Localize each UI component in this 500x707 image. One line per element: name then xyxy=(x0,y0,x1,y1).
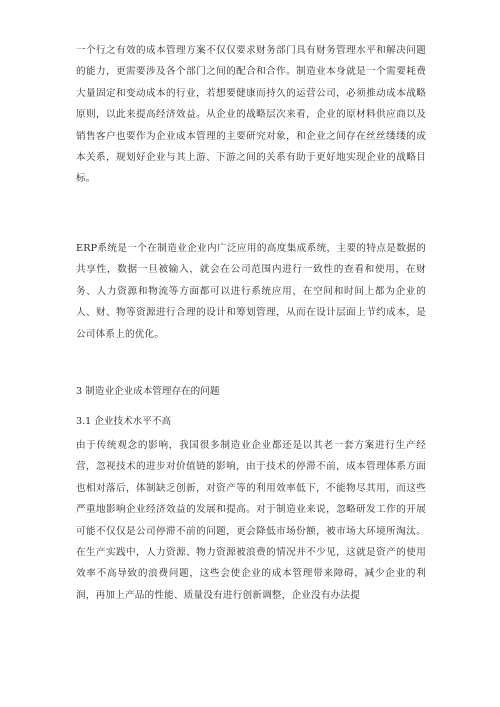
paragraph-technology-level: 由于传统观念的影响，我国很多制造业企业都还是以其老一套方案进行生产经营，忽视技术的进步对价值链的影响，由于技术的停滞不前，成本管理体系方面也相对落后，体制缺乏创新，对资产等的利用效率低下，不能物尽其用，而这些严重地影响企业经济效益的发展和提高。对于制造业来说，忽略研发工作的开展可能不仅仅是公司停滞不前的问题，更会降低市场份额，被市场大环境所淘汰。在生产实践中，人力资源、物力资源被浪费的情况并不少见，这就是资产的使用效率不高导致的浪费问题，这些会使企业的成本管理带来障碍，减少企业的利润，再加上产品的性能、质量没有进行创新调整，企业没有办法提 xyxy=(76,440,426,601)
paragraph-erp-system: ERP系统是一个在制造业企业内广泛应用的高度集成系统，主要的特点是数据的共享性，数据一旦被输入，就会在公司范围内进行一致性的查看和使用，在财务、人力资源和物流等方面都可以进行系统应用，在空间和时间上都为企业的人、财、物等资源进行合理的设计和筹划管理，从而在设计层面上节约成本，是公司体系上的优化。 xyxy=(76,243,426,340)
section-heading: 3 制造业企业成本管理存在的问题 xyxy=(76,386,220,397)
paragraph-cost-strategy: 一个行之有效的成本管理方案不仅仅要求财务部门具有财务管理水平和解决问题的能力，更需要涉及各个部门之间的配合和合作。制造业本身就是一个需要耗费大量固定和变动成本的行业，若想要健康而持久的运营公司，必须推动成本战略原则，以此来提高经济效益。从企业的战略层次来看，企业的原材料供应商以及销售客户也要作为企业成本管理的主要研究对象，和企业之间存在丝丝缕缕的成本关系，规划好企业与其上游、下游之间的关系有助于更好地实现企业的战略目标。 xyxy=(76,45,426,185)
subsection-heading: 3.1 企业技术水平不高 xyxy=(76,416,172,427)
